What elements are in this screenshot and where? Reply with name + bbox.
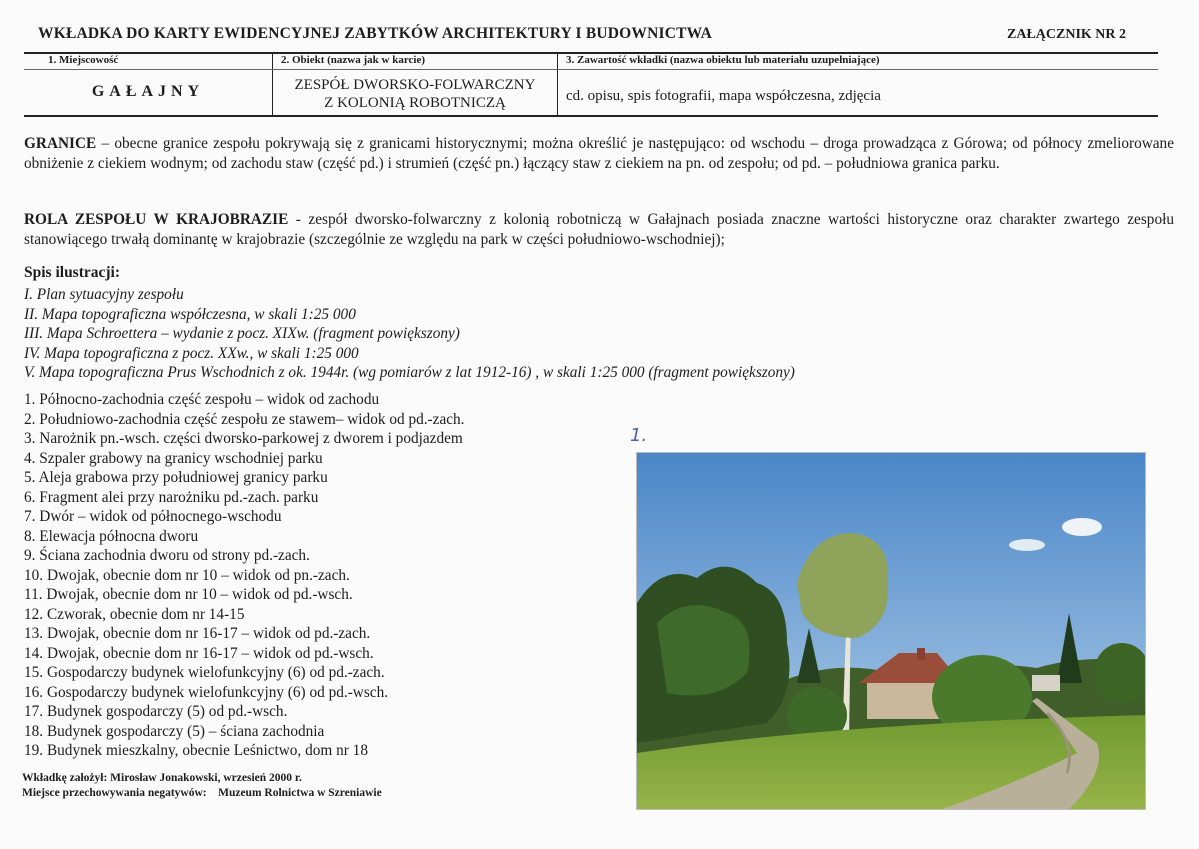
- photo-list-item: 6. Fragment alei przy narożniku pd.-zach. parku: [24, 488, 319, 506]
- landscape-role-paragraph: [24, 210, 1174, 249]
- photo-list-item: 4. Szpaler grabowy na granicy wschodniej parku: [24, 449, 323, 467]
- landscape-photo: [636, 452, 1146, 810]
- left-trees-highlight: [657, 605, 750, 696]
- distant-building: [1032, 675, 1060, 691]
- annex-number: ZAŁĄCZNIK NR 2: [1007, 27, 1127, 42]
- photo-list-item: 15. Gospodarczy budynek wielofunkcyjny (6) od pd.-zach.: [24, 664, 385, 681]
- photo-number: 1.: [630, 425, 648, 446]
- content-label: 3. Zawartość wkładki (nazwa obiektu lub materiału uzupełniające): [566, 54, 880, 66]
- photo-list-item: 17. Budynek gospodarczy (5) od pd.-wsch.: [24, 703, 288, 720]
- photo-list-item: 8. Elewacja północna dworu: [24, 527, 199, 545]
- map-list: [24, 285, 795, 383]
- landscape-role-heading: ROLA ZESPOŁU W KRAJOBRAZIE: [24, 211, 289, 228]
- photo-list-item: 9. Ściana zachodnia dworu od strony pd.-zach.: [24, 547, 310, 564]
- photo-list-item: 5. Aleja grabowa przy południowej granicy parku: [24, 469, 328, 486]
- table-bottom-rule: [24, 115, 1158, 117]
- content-value: cd. opisu, spis fotografii, mapa współczesna, zdjęcia: [566, 88, 881, 104]
- boundaries-paragraph: [24, 134, 1174, 173]
- photo-list-item: 3. Narożnik pn.-wsch. części dworsko-parkowej z dworem i podjazdem: [24, 430, 463, 447]
- photo-list-item: 14. Dwojak, obecnie dom nr 16-17 – widok od pd.-wsch.: [24, 644, 374, 662]
- locality-value: GAŁAJNY: [91, 83, 205, 100]
- credits: [22, 771, 382, 801]
- object-value-line-1: ZESPÓŁ DWORSKO-FOLWARCZNY: [294, 77, 536, 93]
- map-list-item: IV. Mapa topograficzna z pocz. XXw., w skali 1:25 000: [24, 344, 359, 362]
- photo-list-item: 2. Południowo-zachodnia część zespołu ze stawem– widok od pd.-zach.: [24, 410, 465, 428]
- photo-list-item: 10. Dwojak, obecnie dom nr 10 – widok od pn.-zach.: [24, 566, 350, 584]
- photo-list-item: 13. Dwojak, obecnie dom nr 16-17 – widok od pd.-zach.: [24, 625, 371, 642]
- photo-list-item: 16. Gospodarczy budynek wielofunkcyjny (6) od pd.-wsch.: [24, 683, 389, 701]
- illustrations-heading: Spis ilustracji:: [24, 264, 121, 281]
- document-title: WKŁADKA DO KARTY EWIDENCYJNEJ ZABYTKÓW ARCHITEKTURY I BUDOWNICTWA: [38, 25, 713, 42]
- landscape-role-text: - zespół dworsko-folwarczny z kolonią robotniczą w Gałajnach posiada znaczne wartości historyczne oraz charakter zwartego zespołu stanowiącego trwałą dominantę w krajobrazie (szczególnie ze względu na park w części południowo-wschodniej);: [24, 211, 1174, 248]
- table-label-rule: [24, 69, 1158, 70]
- object-value: [273, 76, 557, 112]
- landscape-photo-image: [637, 453, 1146, 810]
- photo-list-item: 7. Dwór – widok od północnego-wschodu: [24, 508, 282, 525]
- map-list-item: III. Mapa Schroettera – wydanie z pocz. XIXw. (fragment powiększony): [24, 325, 460, 342]
- author-credit: Wkładkę założył: Mirosław Jonakowski, wrzesień 2000 r.: [22, 772, 302, 784]
- cloud: [1062, 518, 1102, 536]
- cloud: [1009, 539, 1045, 551]
- map-list-item: I. Plan sytuacyjny zespołu: [24, 286, 184, 303]
- photo-list: [24, 390, 465, 761]
- table-divider-2: [557, 52, 558, 116]
- boundaries-text: – obecne granice zespołu pokrywają się z granicami historycznymi; można określić je następująco: od wschodu – droga prowadząca z Górowa; od północy zmeliorowane obniżenie z ciekiem wodnym; od zachodu staw (część pd.) i strumień (część pn.) łączący staw z ciekiem na pn. od zespołu; od pd. – południowa granica parku.: [24, 135, 1174, 172]
- photo-list-item: 19. Budynek mieszkalny, obecnie Leśnictwo, dom nr 18: [24, 742, 368, 759]
- photo-list-item: 11. Dwojak, obecnie dom nr 10 – widok od pd.-wsch.: [24, 586, 353, 603]
- object-label: 2. Obiekt (nazwa jak w karcie): [281, 54, 426, 66]
- object-value-line-2: Z KOLONIĄ ROBOTNICZĄ: [324, 95, 506, 111]
- locality-label: 1. Miejscowość: [48, 54, 119, 66]
- map-list-item: V. Mapa topograficzna Prus Wschodnich z ok. 1944r. (wg pomiarów z lat 1912-16) , w skali 1:25 000 (fragment powiększony): [24, 364, 795, 381]
- map-list-item: II. Mapa topograficzna współczesna, w skali 1:25 000: [24, 305, 356, 323]
- negatives-location: Miejsce przechowywania negatywów: Muzeum Rolnictwa w Szreniawie: [22, 787, 382, 799]
- photo-list-item: 12. Czworak, obecnie dom nr 14-15: [24, 605, 245, 623]
- boundaries-heading: GRANICE: [24, 135, 97, 152]
- photo-list-item: 1. Północno-zachodnia część zespołu – widok od zachodu: [24, 391, 380, 408]
- photo-list-item: 18. Budynek gospodarczy (5) – ściana zachodnia: [24, 722, 325, 740]
- chimney: [917, 648, 925, 660]
